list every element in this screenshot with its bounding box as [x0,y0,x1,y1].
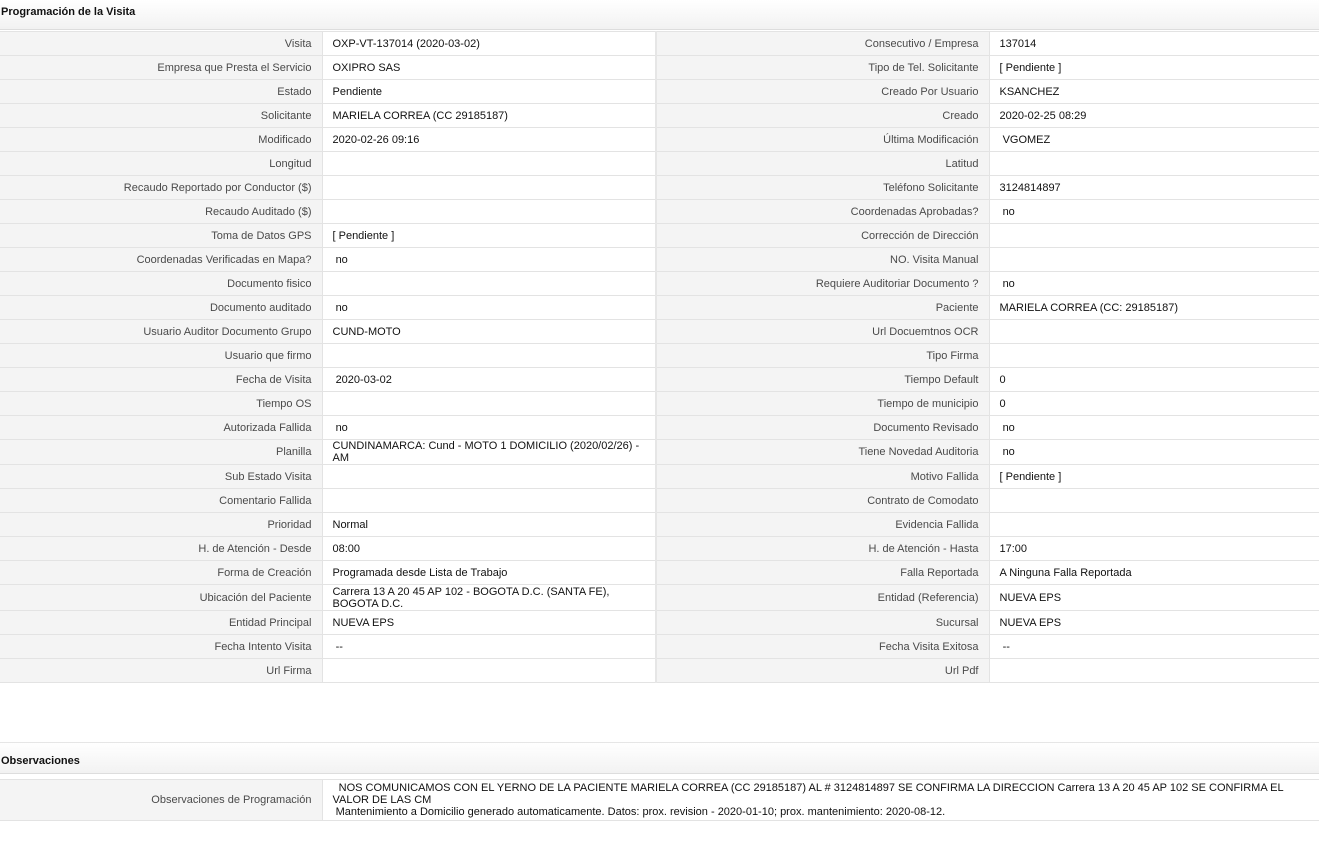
field-requiere-auditoriar-documento-value: no [989,272,1319,296]
detail-row [0,56,1319,80]
field-motivo-fallida-label: Motivo Fallida [656,465,989,489]
field-telefono-solicitante-label: Teléfono Solicitante [656,176,989,200]
field-entidad-referencia-value: NUEVA EPS [989,585,1319,611]
observaciones-row [0,780,1319,821]
field-latitud-value [989,152,1319,176]
field-h-de-atencion-desde-label: H. de Atención - Desde [0,537,322,561]
field-evidencia-fallida-value [989,513,1319,537]
field-creado-label: Creado [656,104,989,128]
field-url-docuemtnos-ocr-label: Url Docuemtnos OCR [656,320,989,344]
observaciones-section-header [0,742,1319,774]
field-fecha-visita-exitosa-value: -- [989,635,1319,659]
field-coordenadas-aprobadas-label: Coordenadas Aprobadas? [656,200,989,224]
field-toma-de-datos-gps-label: Toma de Datos GPS [0,224,322,248]
field-consecutivo-empresa-value: 137014 [989,32,1319,56]
field-correccion-de-direccion-label: Corrección de Dirección [656,224,989,248]
detail-row [0,32,1319,56]
field-documento-revisado-value: no [989,416,1319,440]
field-prioridad-label: Prioridad [0,513,322,537]
detail-row [0,585,1319,611]
field-entidad-referencia-label: Entidad (Referencia) [656,585,989,611]
detail-row [0,224,1319,248]
detail-row [0,248,1319,272]
field-visita-value: OXP-VT-137014 (2020-03-02) [322,32,656,56]
observaciones-line-1: NOS COMUNICAMOS CON EL YERNO DE LA PACIENTE MARIELA CORREA (CC 29185187) AL # 3124814897 SE CONFIRMA LA DIRECCION Carrera 13 A 20 45 AP 102 SE CONFIRMA EL VALOR DE LAS CM [332,782,1287,806]
detail-row [0,537,1319,561]
field-planilla-label: Planilla [0,440,322,465]
field-usuario-auditor-documento-grupo-value: CUND-MOTO [322,320,656,344]
field-url-docuemtnos-ocr-value [989,320,1319,344]
observaciones-label: Observaciones de Programación [0,780,322,821]
field-correccion-de-direccion-value [989,224,1319,248]
detail-row [0,272,1319,296]
field-fecha-intento-visita-value: -- [322,635,656,659]
field-comentario-fallida-label: Comentario Fallida [0,489,322,513]
detail-row [0,659,1319,683]
field-tiene-novedad-auditoria-label: Tiene Novedad Auditoria [656,440,989,465]
field-paciente-label: Paciente [656,296,989,320]
detail-row [0,152,1319,176]
field-documento-auditado-label: Documento auditado [0,296,322,320]
field-telefono-solicitante-value: 3124814897 [989,176,1319,200]
field-fecha-de-visita-value: 2020-03-02 [322,368,656,392]
detail-row [0,368,1319,392]
field-estado-value: Pendiente [322,80,656,104]
field-visita-label: Visita [0,32,322,56]
field-coordenadas-verificadas-en-mapa-label: Coordenadas Verificadas en Mapa? [0,248,322,272]
field-tiempo-default-label: Tiempo Default [656,368,989,392]
field-documento-fisico-value [322,272,656,296]
detail-row [0,200,1319,224]
field-modificado-value: 2020-02-26 09:16 [322,128,656,152]
programacion-table [0,31,1319,683]
field-tipo-de-tel-solicitante-label: Tipo de Tel. Solicitante [656,56,989,80]
field-recaudo-auditado-label: Recaudo Auditado ($) [0,200,322,224]
detail-row [0,635,1319,659]
field-creado-por-usuario-label: Creado Por Usuario [656,80,989,104]
detail-row [0,392,1319,416]
field-tipo-firma-label: Tipo Firma [656,344,989,368]
field-autorizada-fallida-label: Autorizada Fallida [0,416,322,440]
field-longitud-value [322,152,656,176]
field-sucursal-label: Sucursal [656,611,989,635]
detail-row [0,128,1319,152]
field-ubicacion-del-paciente-label: Ubicación del Paciente [0,585,322,611]
field-falla-reportada-label: Falla Reportada [656,561,989,585]
field-coordenadas-aprobadas-value: no [989,200,1319,224]
field-forma-de-creacion-value: Programada desde Lista de Trabajo [322,561,656,585]
field-requiere-auditoriar-documento-label: Requiere Auditoriar Documento ? [656,272,989,296]
detail-row [0,80,1319,104]
field-planilla-value: CUNDINAMARCA: Cund - MOTO 1 DOMICILIO (2020/02/26) - AM [322,440,656,465]
field-tiempo-de-municipio-label: Tiempo de municipio [656,392,989,416]
field-sucursal-value: NUEVA EPS [989,611,1319,635]
field-fecha-visita-exitosa-label: Fecha Visita Exitosa [656,635,989,659]
field-h-de-atencion-hasta-label: H. de Atención - Hasta [656,537,989,561]
field-fecha-de-visita-label: Fecha de Visita [0,368,322,392]
detail-row [0,611,1319,635]
field-h-de-atencion-hasta-value: 17:00 [989,537,1319,561]
observaciones-value [322,780,1319,821]
field-solicitante-label: Solicitante [0,104,322,128]
field-tiempo-default-value: 0 [989,368,1319,392]
field-tiempo-de-municipio-value: 0 [989,392,1319,416]
field-recaudo-reportado-por-conductor-label: Recaudo Reportado por Conductor ($) [0,176,322,200]
detail-row [0,320,1319,344]
field-no-visita-manual-value [989,248,1319,272]
field-ultima-modificacion-label: Última Modificación [656,128,989,152]
field-usuario-que-firmo-label: Usuario que firmo [0,344,322,368]
detail-row [0,344,1319,368]
field-tiene-novedad-auditoria-value: no [989,440,1319,465]
field-coordenadas-verificadas-en-mapa-value: no [322,248,656,272]
observaciones-line-2: Mantenimiento a Domicilio generado automaticamente. Datos: prox. revision - 2020-01-10; prox. mantenimiento: 2020-08-12. [332,806,946,818]
detail-row [0,561,1319,585]
field-ubicacion-del-paciente-value: Carrera 13 A 20 45 AP 102 - BOGOTA D.C. (SANTA FE), BOGOTA D.C. [322,585,656,611]
field-falla-reportada-value: A Ninguna Falla Reportada [989,561,1319,585]
field-creado-por-usuario-value: KSANCHEZ [989,80,1319,104]
field-entidad-principal-label: Entidad Principal [0,611,322,635]
field-forma-de-creacion-label: Forma de Creación [0,561,322,585]
field-usuario-que-firmo-value [322,344,656,368]
field-autorizada-fallida-value: no [322,416,656,440]
detail-row [0,513,1319,537]
field-ultima-modificacion-value: VGOMEZ [989,128,1319,152]
field-url-pdf-label: Url Pdf [656,659,989,683]
field-url-firma-label: Url Firma [0,659,322,683]
field-recaudo-reportado-por-conductor-value [322,176,656,200]
field-empresa-que-presta-el-servicio-label: Empresa que Presta el Servicio [0,56,322,80]
field-tipo-de-tel-solicitante-value: [ Pendiente ] [989,56,1319,80]
field-consecutivo-empresa-label: Consecutivo / Empresa [656,32,989,56]
field-solicitante-value: MARIELA CORREA (CC 29185187) [322,104,656,128]
field-no-visita-manual-label: NO. Visita Manual [656,248,989,272]
observaciones-table [0,779,1319,821]
field-sub-estado-visita-value [322,465,656,489]
detail-row [0,296,1319,320]
field-tipo-firma-value [989,344,1319,368]
detail-row [0,440,1319,465]
field-recaudo-auditado-value [322,200,656,224]
field-contrato-de-comodato-value [989,489,1319,513]
detail-row [0,489,1319,513]
field-tiempo-os-label: Tiempo OS [0,392,322,416]
field-h-de-atencion-desde-value: 08:00 [322,537,656,561]
field-usuario-auditor-documento-grupo-label: Usuario Auditor Documento Grupo [0,320,322,344]
field-documento-auditado-value: no [322,296,656,320]
detail-row [0,176,1319,200]
field-tiempo-os-value [322,392,656,416]
field-motivo-fallida-value: [ Pendiente ] [989,465,1319,489]
field-entidad-principal-value: NUEVA EPS [322,611,656,635]
field-documento-revisado-label: Documento Revisado [656,416,989,440]
detail-row [0,465,1319,489]
field-estado-label: Estado [0,80,322,104]
programacion-section-header [0,0,1319,30]
field-prioridad-value: Normal [322,513,656,537]
detail-row [0,416,1319,440]
field-url-firma-value [322,659,656,683]
field-toma-de-datos-gps-value: [ Pendiente ] [322,224,656,248]
field-latitud-label: Latitud [656,152,989,176]
field-documento-fisico-label: Documento fisico [0,272,322,296]
field-sub-estado-visita-label: Sub Estado Visita [0,465,322,489]
programacion-title: Programación de la Visita [1,6,136,18]
field-contrato-de-comodato-label: Contrato de Comodato [656,489,989,513]
programacion-rows [0,32,1319,683]
field-paciente-value: MARIELA CORREA (CC: 29185187) [989,296,1319,320]
field-empresa-que-presta-el-servicio-value: OXIPRO SAS [322,56,656,80]
field-modificado-label: Modificado [0,128,322,152]
observaciones-title: Observaciones [1,755,80,767]
field-longitud-label: Longitud [0,152,322,176]
field-creado-value: 2020-02-25 08:29 [989,104,1319,128]
detail-row [0,104,1319,128]
field-url-pdf-value [989,659,1319,683]
field-comentario-fallida-value [322,489,656,513]
field-fecha-intento-visita-label: Fecha Intento Visita [0,635,322,659]
field-evidencia-fallida-label: Evidencia Fallida [656,513,989,537]
